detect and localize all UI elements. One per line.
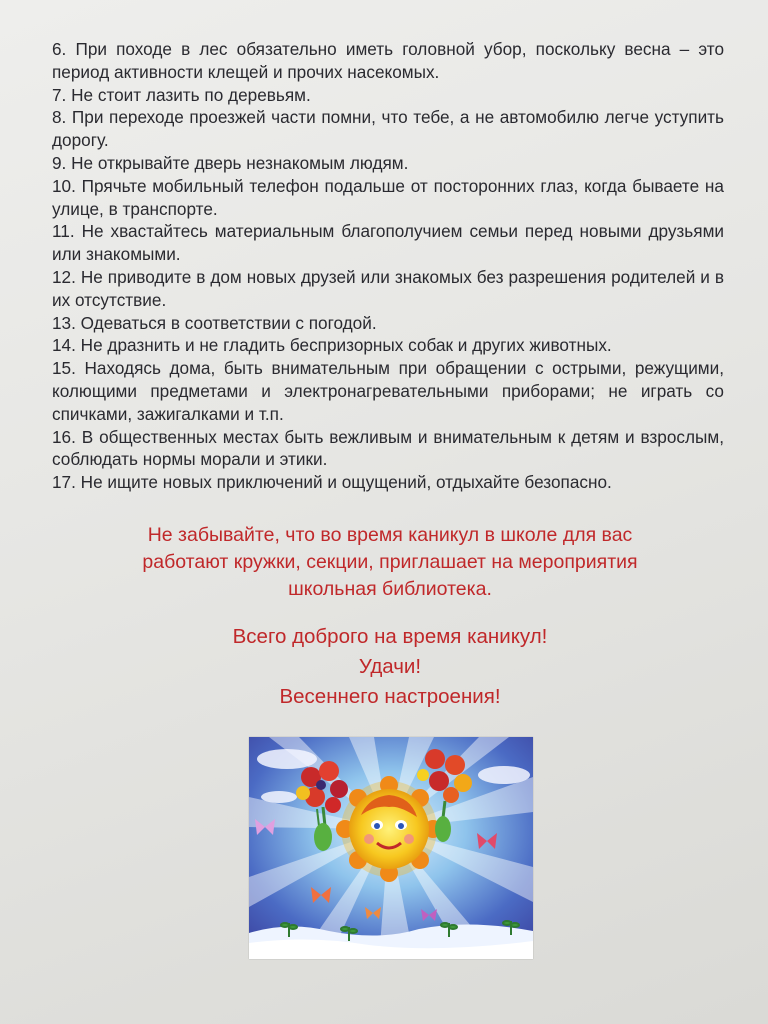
rule-item-12: 12. Не приводите в дом новых друзей или знакомых без разрешения родителей и в их отсутствие. [52, 266, 724, 310]
notice-line: школьная библиотека. [288, 578, 492, 600]
notice-line: Не забывайте, что во время каникул в школе для вас [147, 524, 633, 546]
wish-line: Весеннего настроения! [279, 685, 501, 708]
rule-item-10: 10. Прячьте мобильный телефон подальше от посторонних глаз, когда бываете на улице, в транспорте. [52, 175, 724, 219]
rule-item-8: 8. При переходе проезжей части помни, что тебе, а не автомобилю легче уступить дорогу. [52, 107, 724, 151]
rule-item-13: 13. Одеваться в соответствии с погодой. [52, 312, 377, 333]
rule-item-11: 11. Не хвастайтесь материальным благополучием семьи перед новыми друзьями или знакомыми. [52, 221, 724, 265]
holiday-wishes [60, 622, 720, 712]
rule-item-16: 16. В общественных местах быть вежливым и внимательным к детям и взрослым, соблюдать нормы морали и этики. [52, 426, 724, 470]
safety-rules-list [52, 38, 724, 494]
spring-sun-drawing [249, 737, 533, 959]
notice-line: работают кружки, секции, приглашает на мероприятия [142, 551, 638, 573]
rule-item-14: 14. Не дразнить и не гладить беспризорных собак и других животных. [52, 335, 612, 356]
wish-line: Всего доброго на время каникул! [232, 625, 548, 648]
school-activities-notice [60, 522, 720, 603]
rule-item-7: 7. Не стоит лазить по деревьям. [52, 84, 311, 105]
rule-item-6: 6. При походе в лес обязательно иметь головной убор, поскольку весна – это период активности клещей и прочих насекомых. [52, 39, 724, 82]
rule-item-17: 17. Не ищите новых приключений и ощущений, отдыхайте безопасно. [52, 472, 612, 493]
rule-item-9: 9. Не открывайте дверь незнакомым людям. [52, 152, 409, 173]
wish-line: Удачи! [358, 655, 422, 678]
rule-item-15: 15. Находясь дома, быть внимательным при обращении с острыми, режущими, колющими предметами и электронагревательными приборами; не играть со спичками, зажигалками и т.п. [52, 358, 724, 424]
